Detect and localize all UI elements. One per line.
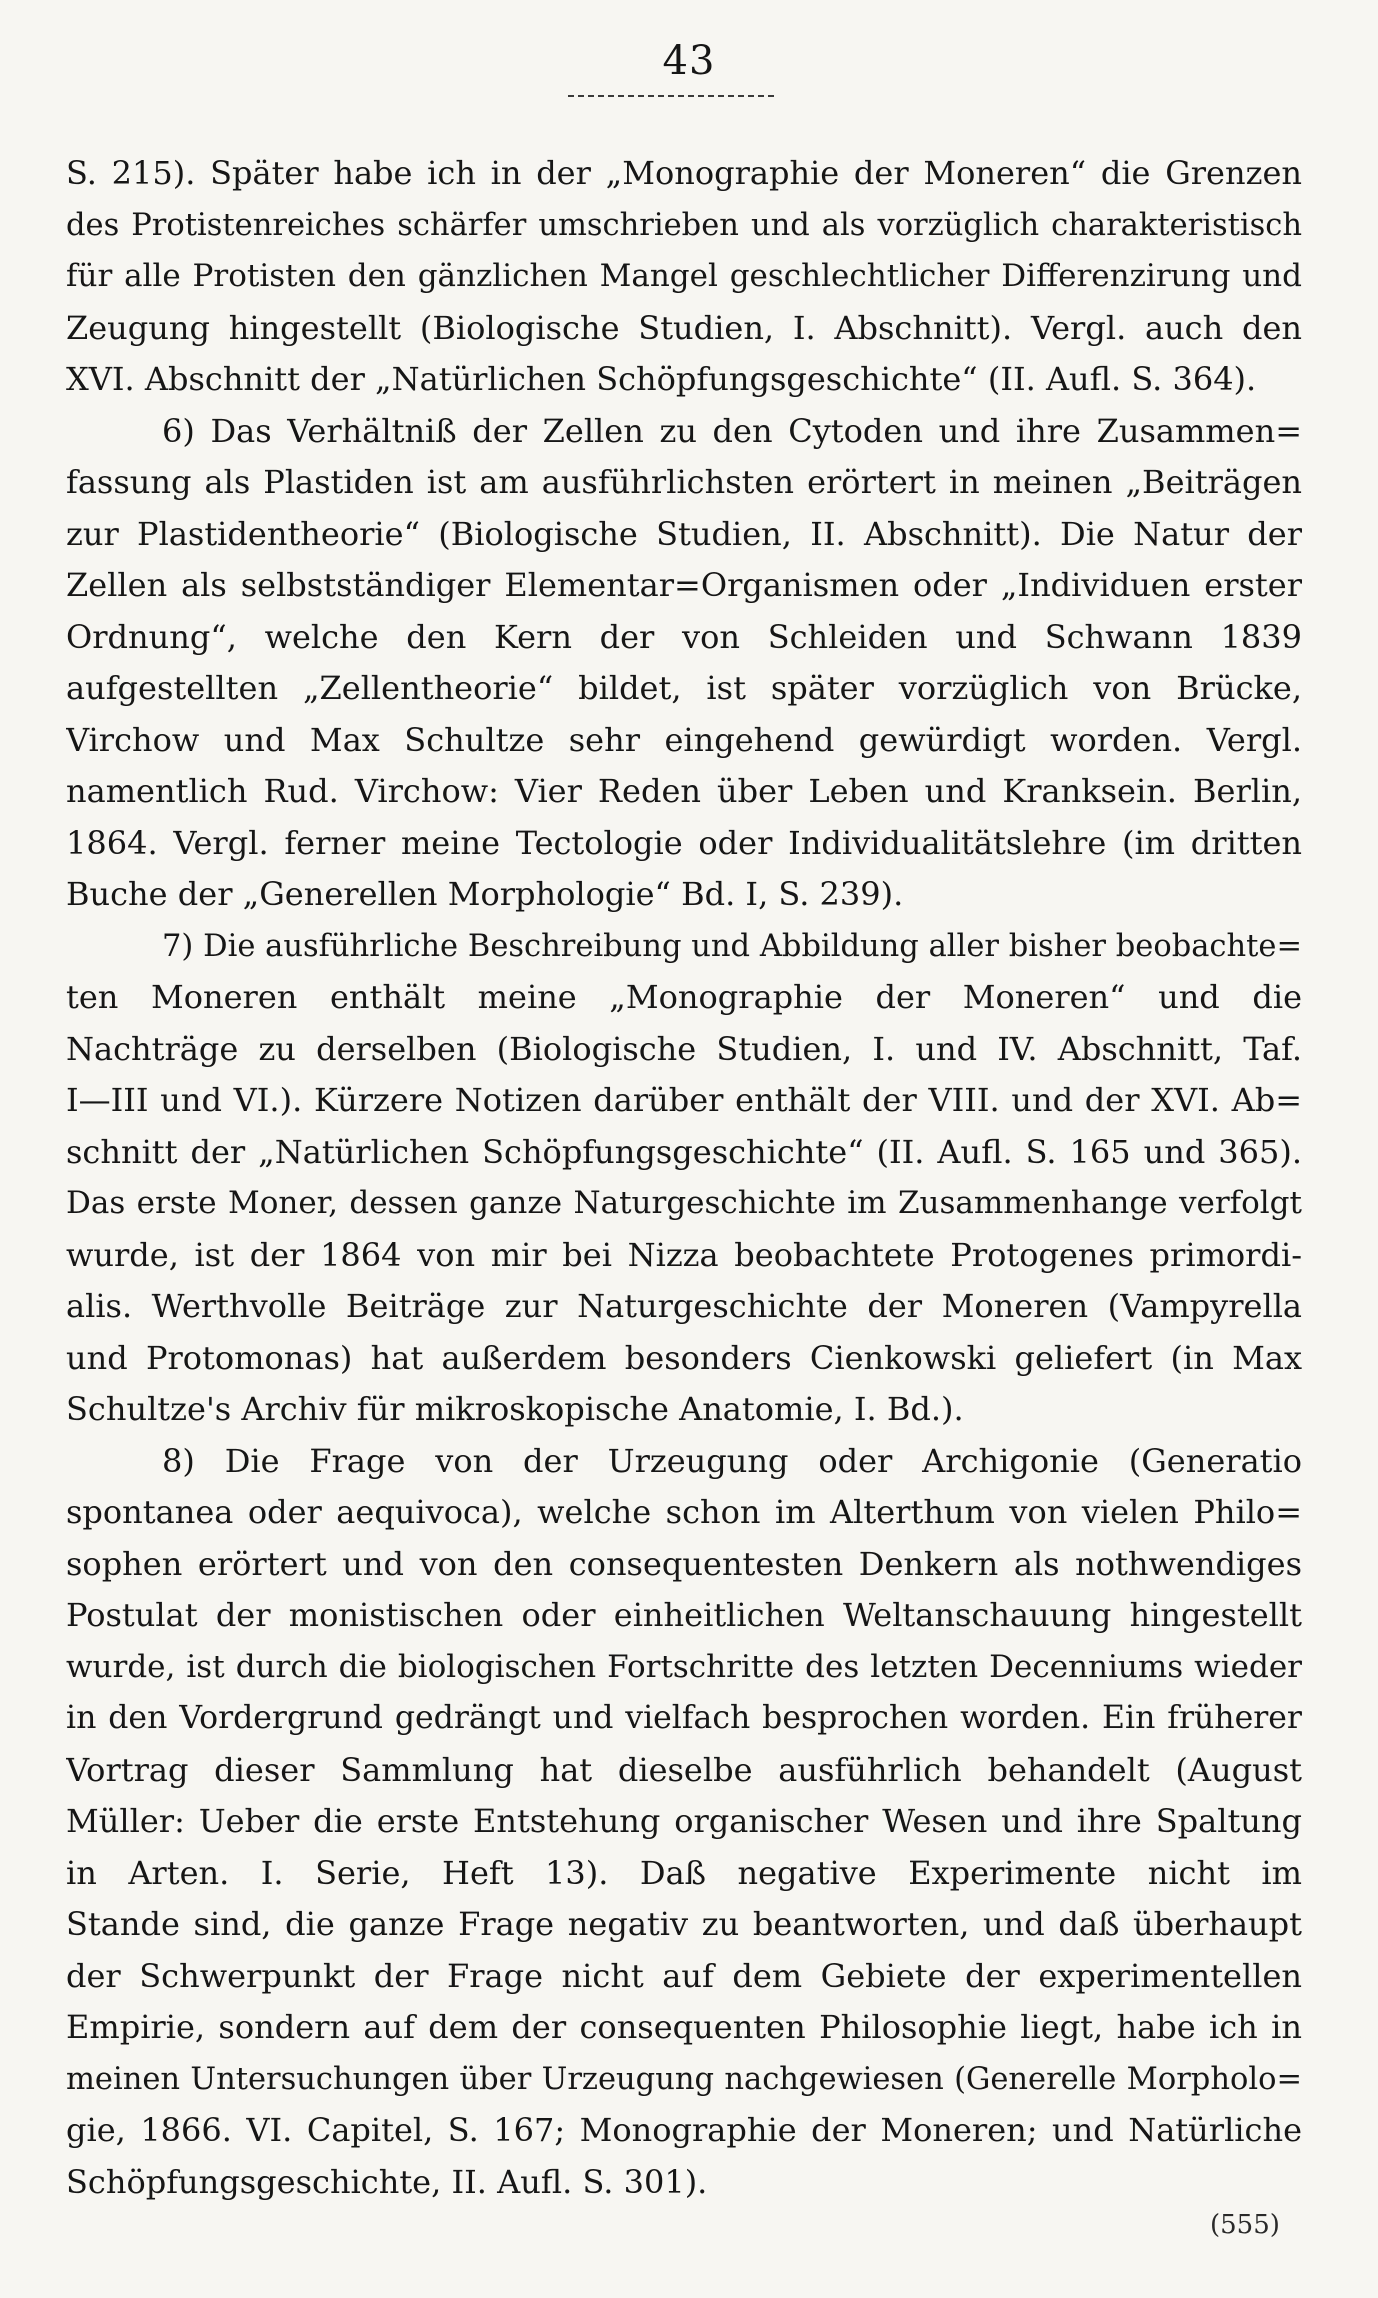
text-line: gie, 1866. VI. Capitel, S. 167; Monographie der Moneren; und Natürliche xyxy=(66,2111,1302,2149)
text-line: des Protistenreiches schärfer umschrieben und als vorzüglich charakteristisch xyxy=(66,207,1302,243)
text-line: aufgestellten „Zellentheorie“ bildet, ist später vorzüglich von Brücke, xyxy=(66,669,1302,707)
text-line: in den Vordergrund gedrängt und vielfach besprochen worden. Ein früherer xyxy=(66,1700,1302,1736)
text-line: 1864. Vergl. ferner meine Tectologie oder Individualitätslehre (im dritten xyxy=(66,823,1302,862)
text-line: 7) Die ausführliche Beschreibung und Abbildung aller bisher beobachte= xyxy=(162,928,1302,964)
text-line: wurde, ist der 1864 von mir bei Nizza beobachtete Protogenes primordi- xyxy=(66,1235,1302,1274)
text-line: Nachträge zu derselben (Biologische Studien, I. und IV. Abschnitt, Taf. xyxy=(66,1029,1302,1068)
text-line: für alle Protisten den gänzlichen Mangel geschlechtlicher Differenzirung und xyxy=(66,258,1302,294)
text-line: Virchow und Max Schultze sehr eingehend gewürdigt worden. Vergl. xyxy=(66,720,1302,759)
text-line: I—III und VI.). Kürzere Notizen darüber enthält der VIII. und der XVI. Ab= xyxy=(66,1081,1302,1119)
text-line: ten Moneren enthält meine „Monographie der Moneren“ und die xyxy=(66,978,1302,1016)
page-number: 43 xyxy=(662,38,716,84)
text-line: Schultze's Archiv für mikroskopische Anatomie, I. Bd.). xyxy=(66,1390,964,1428)
text-line: Zeugung hingestellt (Biologische Studien, I. Abschnitt). Vergl. auch den xyxy=(66,308,1302,347)
text-line: schnitt der „Natürlichen Schöpfungsgeschichte“ (II. Aufl. S. 165 und 365). xyxy=(66,1132,1302,1171)
text-line: Ordnung“, welche den Kern der von Schleiden und Schwann 1839 xyxy=(66,617,1302,656)
text-line: Zellen als selbstständiger Elementar=Organismen oder „Individuen erster xyxy=(66,566,1302,604)
text-line: fassung als Plastiden ist am ausführlichsten erörtert in meinen „Beiträgen xyxy=(66,463,1302,501)
text-line: XVI. Abschnitt der „Natürlichen Schöpfungsgeschichte“ (II. Aufl. S. 364). xyxy=(66,360,1257,398)
text-line: Vortrag dieser Sammlung hat dieselbe ausführlich behandelt (August xyxy=(66,1750,1302,1789)
text-line: 8) Die Frage von der Urzeugung oder Archigonie (Generatio xyxy=(162,1441,1302,1480)
text-line: meinen Untersuchungen über Urzeugung nachgewiesen (Generelle Morpholo= xyxy=(66,2061,1302,2097)
text-line: zur Plastidentheorie“ (Biologische Studien, II. Abschnitt). Die Natur der xyxy=(66,514,1302,553)
text-line: der Schwerpunkt der Frage nicht auf dem Gebiete der experimentellen xyxy=(66,1956,1302,1995)
text-line: spontanea oder aequivoca), welche schon im Alterthum von vielen Philo= xyxy=(66,1493,1302,1531)
text-line: alis. Werthvolle Beiträge zur Naturgeschichte der Moneren (Vampyrella xyxy=(66,1287,1302,1325)
text-line: in Arten. I. Serie, Heft 13). Daß negative Experimente nicht im xyxy=(66,1853,1302,1892)
text-line: namentlich Rud. Virchow: Vier Reden über Leben und Kranksein. Berlin, xyxy=(66,772,1302,810)
text-line: Müller: Ueber die erste Entstehung organischer Wesen und ihre Spaltung xyxy=(66,1802,1302,1840)
text-line: 6) Das Verhältniß der Zellen zu den Cytoden und ihre Zusammen= xyxy=(162,411,1302,450)
text-line: Schöpfungsgeschichte, II. Aufl. S. 301). xyxy=(66,2162,708,2201)
header-rule xyxy=(568,95,774,97)
text-line: Buche der „Generellen Morphologie“ Bd. I, S. 239). xyxy=(66,875,904,913)
text-line: Empirie, sondern auf dem der consequenten Philosophie liegt, habe ich in xyxy=(66,2008,1302,2046)
footnote-text-body xyxy=(66,148,1302,2208)
text-line: S. 215). Später habe ich in der „Monographie der Moneren“ die Grenzen xyxy=(66,154,1302,192)
signature-mark: (555) xyxy=(1210,2210,1280,2240)
text-line: Das erste Moner, dessen ganze Naturgeschichte im Zusammenhange verfolgt xyxy=(66,1185,1302,1221)
text-line: Postulat der monistischen oder einheitlichen Weltanschauung hingestellt xyxy=(66,1596,1302,1634)
text-line: wurde, ist durch die biologischen Fortschritte des letzten Decenniums wieder xyxy=(66,1648,1302,1685)
text-line: Stande sind, die ganze Frage negativ zu beantworten, und daß überhaupt xyxy=(66,1905,1302,1943)
text-line: sophen erörtert und von den consequentesten Denkern als nothwendiges xyxy=(66,1544,1302,1583)
text-line: und Protomonas) hat außerdem besonders Cienkowski geliefert (in Max xyxy=(66,1338,1302,1377)
